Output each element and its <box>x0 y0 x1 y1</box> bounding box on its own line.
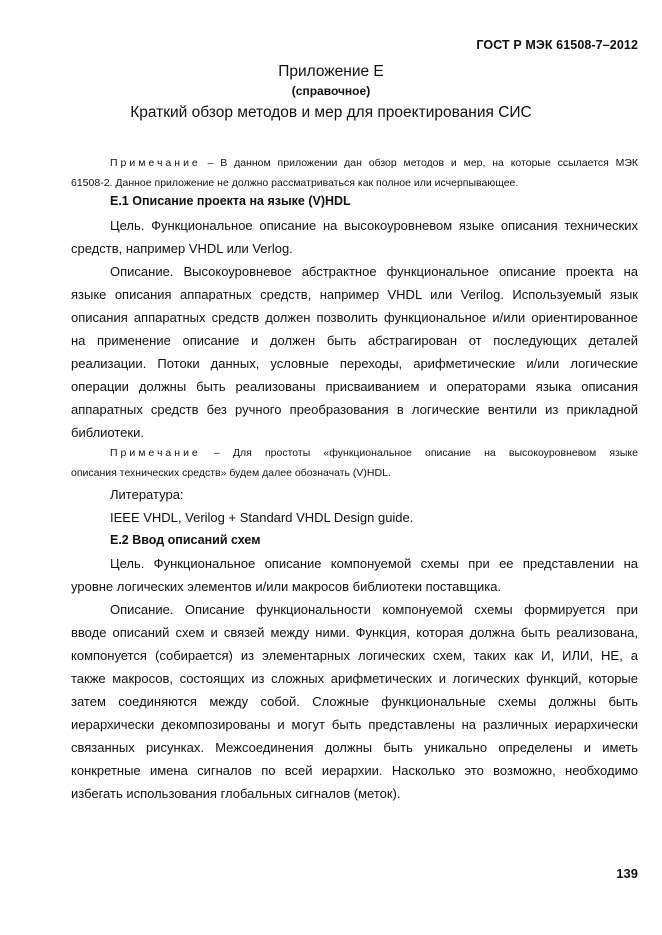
appendix-title: Приложение Е <box>278 63 384 80</box>
e1-desc-line-2: языке описания аппаратных средств, например VHDL или Verilog. Используемый язык <box>71 287 638 302</box>
e1-desc-line-1: Описание. Высокоуровневое абстрактное функциональное описание проекта на <box>110 264 638 279</box>
e1-desc-line-5: реализации. Потоки данных, условные переходы, арифметические и/или логические <box>71 356 638 371</box>
note-1-label: Примечание <box>110 157 201 169</box>
e2-desc-line-5: затем соединяются между собой. Сложные функциональные схемы должны быть <box>71 694 638 709</box>
note-1-line-2: 61508-2. Данное приложение не должно рассматриваться как полное или исчерпывающее. <box>71 177 519 189</box>
e2-desc-line-2: вводе описаний схем и связей между ними. Функция, которая должна быть реализована, <box>71 625 638 640</box>
e2-desc-line-4: также макросов, состоящих из сложных арифметических и логических функций, которые <box>71 671 638 686</box>
note-1-line-1: Примечание – В данном приложении дан обзор методов и мер, на которые ссылается МЭК <box>110 157 638 169</box>
e1-desc-line-7: аппаратных средств без ручного преобразования в логические вентили из прикладной <box>71 402 638 417</box>
appendix-heading: Краткий обзор методов и мер для проектирования СИС <box>130 104 532 121</box>
appendix-subtitle: (справочное) <box>291 84 371 98</box>
e1-desc-line-6: операции должны быть реализованы присваиванием и операторами языка описания <box>71 379 638 394</box>
section-e2-heading: Е.2 Ввод описаний схем <box>110 533 261 547</box>
literature-label: Литература: <box>110 487 184 502</box>
e1-desc-line-4: на применение описание и должен быть абстрагирован от последующих деталей <box>71 333 638 348</box>
section-e1-heading: Е.1 Описание проекта на языке (V)HDL <box>110 194 351 208</box>
document-header-standard: ГОСТ Р МЭК 61508-7–2012 <box>476 38 638 52</box>
literature-reference: IEEE VHDL, Verilog + Standard VHDL Design guide. <box>110 510 414 525</box>
page-number: 139 <box>616 866 638 881</box>
e1-desc-line-3: описания аппаратных средств должен позволить функциональное и/или ориентированное <box>71 310 638 325</box>
e1-desc-line-8: библиотеки. <box>71 425 144 440</box>
note-2-label: Примечание <box>110 447 201 459</box>
e2-desc-line-7: связанных рисунках. Межсоединения должны быть уникально определены и иметь <box>71 740 638 755</box>
e2-goal-line-1: Цель. Функциональное описание компонуемой схемы при ее представлении на <box>110 556 638 571</box>
e2-desc-line-9: избегать использования глобальных сигналов (меток). <box>71 786 401 801</box>
note-2-line-1: Примечание – Для простоты «функциональное описание на высокоуровневом языке <box>110 447 638 459</box>
e2-goal-line-2: уровне логических элементов и/или макросов библиотеки поставщика. <box>71 579 502 594</box>
e2-desc-line-6: иерархически декомпозированы и могут быть представлены на различных иерархически <box>71 717 638 732</box>
e1-goal-line-1: Цель. Функциональное описание на высокоуровневом языке описания технических <box>110 218 638 233</box>
e2-desc-line-8: конкретные имена сигналов по всей иерархии. Насколько это возможно, необходимо <box>71 763 638 778</box>
e1-goal-line-2: средств, например VHDL или Verlog. <box>71 241 293 256</box>
e2-desc-line-1: Описание. Описание функциональности компонуемой схемы формируется при <box>110 602 638 617</box>
e2-desc-line-3: компонуется (собирается) из элементарных логических схем, таких как И, ИЛИ, НЕ, а <box>71 648 638 663</box>
note-2-line-2: описания технических средств» будем далее обозначать (V)HDL. <box>71 467 391 479</box>
